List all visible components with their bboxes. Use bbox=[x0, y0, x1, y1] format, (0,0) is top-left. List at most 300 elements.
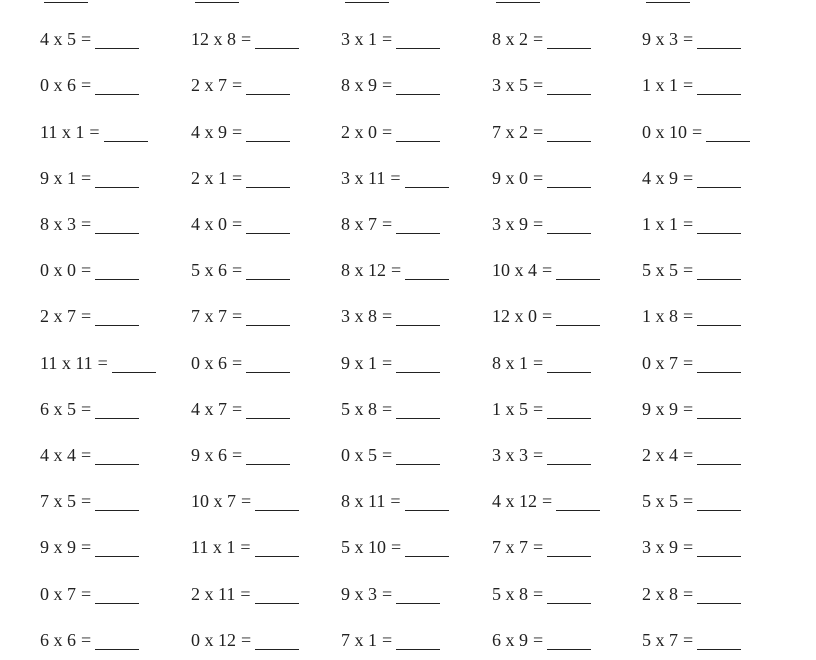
math-problem bbox=[492, 117, 591, 147]
equals-sign: = bbox=[81, 537, 92, 558]
problem-expression: 12 x 0 bbox=[492, 306, 537, 327]
math-problem bbox=[40, 255, 139, 285]
equals-sign: = bbox=[533, 583, 544, 604]
answer-blank[interactable] bbox=[246, 209, 290, 234]
math-problem bbox=[492, 440, 591, 470]
equals-sign: = bbox=[382, 629, 393, 650]
problem-row bbox=[0, 579, 816, 609]
math-problem bbox=[341, 163, 449, 193]
math-problem bbox=[642, 301, 741, 331]
math-problem bbox=[40, 394, 139, 424]
math-problem bbox=[492, 579, 591, 609]
answer-blank[interactable] bbox=[95, 440, 139, 465]
math-problem bbox=[191, 486, 299, 516]
equals-sign: = bbox=[382, 306, 393, 327]
problem-row bbox=[0, 440, 816, 470]
answer-blank[interactable] bbox=[246, 394, 290, 419]
problem-expression: 3 x 9 bbox=[642, 537, 678, 558]
problem-expression: 0 x 7 bbox=[642, 352, 678, 373]
math-problem bbox=[642, 209, 741, 239]
answer-blank[interactable] bbox=[646, 0, 690, 3]
equals-sign: = bbox=[390, 491, 401, 512]
problem-expression: 4 x 9 bbox=[191, 121, 227, 142]
equals-sign: = bbox=[97, 352, 108, 373]
problem-expression: 9 x 0 bbox=[492, 167, 528, 188]
equals-sign: = bbox=[683, 491, 694, 512]
math-problem bbox=[341, 440, 440, 470]
problem-row bbox=[0, 24, 816, 54]
math-problem bbox=[341, 486, 449, 516]
answer-blank[interactable] bbox=[547, 348, 591, 373]
equals-sign: = bbox=[232, 75, 243, 96]
answer-blank[interactable] bbox=[396, 394, 440, 419]
equals-sign: = bbox=[81, 491, 92, 512]
answer-blank[interactable] bbox=[95, 301, 139, 326]
problem-expression: 9 x 3 bbox=[642, 29, 678, 50]
equals-sign: = bbox=[683, 583, 694, 604]
equals-sign: = bbox=[81, 583, 92, 604]
answer-blank[interactable] bbox=[396, 348, 440, 373]
answer-blank[interactable] bbox=[697, 348, 741, 373]
math-problem bbox=[40, 24, 139, 54]
problem-expression: 5 x 10 bbox=[341, 537, 386, 558]
answer-blank[interactable] bbox=[697, 24, 741, 49]
problem-expression: 8 x 2 bbox=[492, 29, 528, 50]
equals-sign: = bbox=[241, 491, 252, 512]
problem-expression: 9 x 6 bbox=[191, 445, 227, 465]
equals-sign: = bbox=[683, 445, 694, 465]
math-problem bbox=[341, 532, 449, 562]
problem-row bbox=[0, 163, 816, 193]
problem-expression: 4 x 4 bbox=[40, 445, 76, 465]
equals-sign: = bbox=[81, 214, 92, 234]
answer-blank[interactable] bbox=[697, 532, 741, 557]
math-problem bbox=[40, 579, 139, 609]
equals-sign: = bbox=[533, 398, 544, 419]
math-problem bbox=[191, 0, 239, 8]
equals-sign: = bbox=[533, 167, 544, 188]
math-problem bbox=[341, 117, 440, 147]
equals-sign: = bbox=[240, 537, 251, 558]
answer-blank[interactable] bbox=[706, 117, 750, 142]
answer-blank[interactable] bbox=[95, 255, 139, 280]
math-problem bbox=[40, 117, 148, 147]
problem-expression: 4 x 5 bbox=[40, 29, 76, 50]
answer-blank[interactable] bbox=[547, 579, 591, 604]
answer-blank[interactable] bbox=[405, 163, 449, 188]
equals-sign: = bbox=[232, 260, 243, 281]
answer-blank[interactable] bbox=[396, 117, 440, 142]
math-problem bbox=[40, 486, 139, 516]
equals-sign: = bbox=[232, 214, 243, 234]
answer-blank[interactable] bbox=[496, 0, 540, 3]
answer-blank[interactable] bbox=[255, 486, 299, 511]
answer-blank[interactable] bbox=[547, 163, 591, 188]
answer-blank[interactable] bbox=[95, 532, 139, 557]
equals-sign: = bbox=[683, 260, 694, 281]
problem-expression: 5 x 5 bbox=[642, 260, 678, 281]
answer-blank[interactable] bbox=[246, 163, 290, 188]
equals-sign: = bbox=[533, 214, 544, 234]
problem-row bbox=[0, 486, 816, 516]
answer-blank[interactable] bbox=[396, 579, 440, 604]
answer-blank[interactable] bbox=[405, 255, 449, 280]
math-problem bbox=[341, 209, 440, 239]
problem-expression: 1 x 8 bbox=[642, 306, 678, 327]
problem-expression: 7 x 7 bbox=[492, 537, 528, 558]
answer-blank[interactable] bbox=[345, 0, 389, 3]
math-problem bbox=[191, 532, 299, 562]
problem-expression: 4 x 9 bbox=[642, 167, 678, 188]
answer-blank[interactable] bbox=[246, 70, 290, 95]
problem-expression: 7 x 2 bbox=[492, 121, 528, 142]
math-problem bbox=[191, 117, 290, 147]
answer-blank[interactable] bbox=[405, 532, 449, 557]
answer-blank[interactable] bbox=[396, 24, 440, 49]
equals-sign: = bbox=[533, 537, 544, 558]
equals-sign: = bbox=[542, 260, 553, 281]
equals-sign: = bbox=[683, 214, 694, 234]
problem-expression: 8 x 3 bbox=[40, 214, 76, 234]
math-problem bbox=[341, 24, 440, 54]
math-problem bbox=[40, 163, 139, 193]
math-problem bbox=[642, 70, 741, 100]
equals-sign: = bbox=[382, 583, 393, 604]
problem-expression: 8 x 11 bbox=[341, 491, 386, 512]
problem-expression: 7 x 7 bbox=[191, 306, 227, 327]
answer-blank[interactable] bbox=[195, 0, 239, 3]
answer-blank[interactable] bbox=[405, 486, 449, 511]
problem-row bbox=[0, 117, 816, 147]
math-problem bbox=[492, 486, 600, 516]
math-problem bbox=[191, 255, 290, 285]
answer-blank[interactable] bbox=[95, 70, 139, 95]
equals-sign: = bbox=[382, 29, 393, 50]
equals-sign: = bbox=[692, 121, 703, 142]
equals-sign: = bbox=[232, 121, 243, 142]
problem-expression: 4 x 0 bbox=[191, 214, 227, 234]
math-problem bbox=[642, 394, 741, 424]
math-problem bbox=[40, 625, 139, 655]
math-problem bbox=[492, 301, 600, 331]
math-problem bbox=[341, 255, 449, 285]
answer-blank[interactable] bbox=[95, 579, 139, 604]
answer-blank[interactable] bbox=[95, 625, 139, 650]
problem-expression: 8 x 7 bbox=[341, 214, 377, 234]
answer-blank[interactable] bbox=[547, 209, 591, 234]
equals-sign: = bbox=[89, 121, 100, 142]
problem-expression: 2 x 0 bbox=[341, 121, 377, 142]
problem-expression: 9 x 9 bbox=[642, 398, 678, 419]
math-problem bbox=[341, 348, 440, 378]
problem-expression: 10 x 7 bbox=[191, 491, 236, 512]
math-problem bbox=[642, 117, 750, 147]
problem-expression: 0 x 12 bbox=[191, 629, 236, 650]
equals-sign: = bbox=[232, 352, 243, 373]
math-problem bbox=[40, 532, 139, 562]
problem-expression: 9 x 3 bbox=[341, 583, 377, 604]
problem-expression: 2 x 11 bbox=[191, 583, 236, 604]
math-problem bbox=[191, 24, 299, 54]
answer-blank[interactable] bbox=[246, 440, 290, 465]
math-problem bbox=[191, 579, 299, 609]
math-problem bbox=[642, 486, 741, 516]
math-problem bbox=[642, 255, 741, 285]
math-problem bbox=[40, 0, 88, 8]
equals-sign: = bbox=[391, 260, 402, 281]
math-problem bbox=[191, 348, 290, 378]
equals-sign: = bbox=[542, 306, 553, 327]
problem-expression: 4 x 7 bbox=[191, 398, 227, 419]
math-problem bbox=[341, 0, 389, 8]
math-problem bbox=[40, 301, 139, 331]
math-problem bbox=[341, 70, 440, 100]
equals-sign: = bbox=[683, 29, 694, 50]
math-problem bbox=[341, 394, 440, 424]
problem-expression: 2 x 1 bbox=[191, 167, 227, 188]
math-problem bbox=[642, 348, 741, 378]
problem-expression: 6 x 6 bbox=[40, 629, 76, 650]
equals-sign: = bbox=[81, 306, 92, 327]
answer-blank[interactable] bbox=[547, 117, 591, 142]
problem-expression: 6 x 9 bbox=[492, 629, 528, 650]
equals-sign: = bbox=[232, 398, 243, 419]
equals-sign: = bbox=[391, 537, 402, 558]
problem-expression: 1 x 1 bbox=[642, 75, 678, 96]
answer-blank[interactable] bbox=[396, 70, 440, 95]
answer-blank[interactable] bbox=[104, 117, 148, 142]
answer-blank[interactable] bbox=[255, 579, 299, 604]
equals-sign: = bbox=[241, 629, 252, 650]
answer-blank[interactable] bbox=[697, 255, 741, 280]
math-problem bbox=[642, 24, 741, 54]
equals-sign: = bbox=[81, 260, 92, 281]
math-problem bbox=[642, 625, 741, 655]
math-problem bbox=[492, 255, 600, 285]
math-problem bbox=[191, 209, 290, 239]
problem-row bbox=[0, 394, 816, 424]
math-problem bbox=[191, 70, 290, 100]
math-problem bbox=[191, 625, 299, 655]
math-problem bbox=[642, 0, 690, 8]
equals-sign: = bbox=[683, 306, 694, 327]
answer-blank[interactable] bbox=[396, 440, 440, 465]
math-problem bbox=[492, 394, 591, 424]
problem-expression: 2 x 7 bbox=[191, 75, 227, 96]
equals-sign: = bbox=[533, 445, 544, 465]
equals-sign: = bbox=[382, 352, 393, 373]
answer-blank[interactable] bbox=[396, 625, 440, 650]
problem-expression: 9 x 1 bbox=[40, 167, 76, 188]
problem-expression: 10 x 4 bbox=[492, 260, 537, 281]
math-problem bbox=[341, 625, 440, 655]
math-problem bbox=[191, 163, 290, 193]
math-problem bbox=[40, 70, 139, 100]
problem-expression: 11 x 1 bbox=[40, 121, 85, 142]
problem-expression: 9 x 9 bbox=[40, 537, 76, 558]
equals-sign: = bbox=[533, 352, 544, 373]
answer-blank[interactable] bbox=[255, 24, 299, 49]
answer-blank[interactable] bbox=[697, 486, 741, 511]
problem-expression: 3 x 1 bbox=[341, 29, 377, 50]
problem-expression: 5 x 5 bbox=[642, 491, 678, 512]
answer-blank[interactable] bbox=[255, 625, 299, 650]
equals-sign: = bbox=[390, 167, 401, 188]
answer-blank[interactable] bbox=[547, 440, 591, 465]
equals-sign: = bbox=[382, 214, 393, 234]
answer-blank[interactable] bbox=[95, 394, 139, 419]
math-problem bbox=[642, 163, 741, 193]
problem-expression: 6 x 5 bbox=[40, 398, 76, 419]
equals-sign: = bbox=[683, 352, 694, 373]
answer-blank[interactable] bbox=[95, 486, 139, 511]
problem-row bbox=[0, 255, 816, 285]
math-problem bbox=[40, 348, 156, 378]
problem-expression: 2 x 7 bbox=[40, 306, 76, 327]
answer-blank[interactable] bbox=[697, 579, 741, 604]
math-problem bbox=[642, 579, 741, 609]
answer-blank[interactable] bbox=[697, 301, 741, 326]
problem-expression: 8 x 9 bbox=[341, 75, 377, 96]
equals-sign: = bbox=[533, 121, 544, 142]
equals-sign: = bbox=[81, 167, 92, 188]
problem-expression: 3 x 9 bbox=[492, 214, 528, 234]
math-problem bbox=[492, 70, 591, 100]
problem-expression: 5 x 8 bbox=[341, 398, 377, 419]
answer-blank[interactable] bbox=[396, 209, 440, 234]
problem-expression: 5 x 7 bbox=[642, 629, 678, 650]
problem-expression: 3 x 8 bbox=[341, 306, 377, 327]
answer-blank[interactable] bbox=[547, 24, 591, 49]
equals-sign: = bbox=[542, 491, 553, 512]
answer-blank[interactable] bbox=[697, 394, 741, 419]
problem-expression: 11 x 11 bbox=[40, 352, 93, 373]
equals-sign: = bbox=[533, 629, 544, 650]
equals-sign: = bbox=[533, 75, 544, 96]
answer-blank[interactable] bbox=[246, 301, 290, 326]
equals-sign: = bbox=[382, 445, 393, 465]
answer-blank[interactable] bbox=[547, 70, 591, 95]
answer-blank[interactable] bbox=[246, 255, 290, 280]
problem-expression: 0 x 5 bbox=[341, 445, 377, 465]
answer-blank[interactable] bbox=[112, 348, 156, 373]
problem-row bbox=[0, 348, 816, 378]
problem-expression: 2 x 8 bbox=[642, 583, 678, 604]
equals-sign: = bbox=[683, 537, 694, 558]
math-problem bbox=[40, 440, 139, 470]
problem-expression: 1 x 5 bbox=[492, 398, 528, 419]
math-problem bbox=[492, 625, 591, 655]
answer-blank[interactable] bbox=[697, 440, 741, 465]
problem-row bbox=[0, 301, 816, 331]
math-problem bbox=[191, 440, 290, 470]
equals-sign: = bbox=[232, 167, 243, 188]
equals-sign: = bbox=[533, 29, 544, 50]
equals-sign: = bbox=[81, 75, 92, 96]
problem-row bbox=[0, 625, 816, 655]
math-problem bbox=[40, 209, 139, 239]
equals-sign: = bbox=[683, 167, 694, 188]
problem-expression: 0 x 6 bbox=[191, 352, 227, 373]
math-problem bbox=[492, 209, 591, 239]
math-problem bbox=[642, 532, 741, 562]
answer-blank[interactable] bbox=[95, 24, 139, 49]
problem-expression: 8 x 12 bbox=[341, 260, 386, 281]
problem-expression: 3 x 5 bbox=[492, 75, 528, 96]
problem-expression: 5 x 6 bbox=[191, 260, 227, 281]
equals-sign: = bbox=[81, 398, 92, 419]
problem-expression: 2 x 4 bbox=[642, 445, 678, 465]
equals-sign: = bbox=[81, 629, 92, 650]
equals-sign: = bbox=[683, 629, 694, 650]
problem-expression: 3 x 11 bbox=[341, 167, 386, 188]
answer-blank[interactable] bbox=[697, 625, 741, 650]
problem-expression: 11 x 1 bbox=[191, 537, 236, 558]
answer-blank[interactable] bbox=[697, 163, 741, 188]
math-problem bbox=[492, 348, 591, 378]
math-problem bbox=[492, 0, 540, 8]
math-problem bbox=[341, 301, 440, 331]
problem-expression: 7 x 1 bbox=[341, 629, 377, 650]
math-problem bbox=[642, 440, 741, 470]
problem-expression: 12 x 8 bbox=[191, 29, 236, 50]
answer-blank[interactable] bbox=[556, 255, 600, 280]
equals-sign: = bbox=[81, 445, 92, 465]
equals-sign: = bbox=[382, 75, 393, 96]
math-problem bbox=[341, 579, 440, 609]
math-problem bbox=[492, 24, 591, 54]
answer-blank[interactable] bbox=[697, 70, 741, 95]
answer-blank[interactable] bbox=[246, 348, 290, 373]
equals-sign: = bbox=[382, 398, 393, 419]
answer-blank[interactable] bbox=[556, 301, 600, 326]
answer-blank[interactable] bbox=[95, 209, 139, 234]
answer-blank[interactable] bbox=[44, 0, 88, 3]
answer-blank[interactable] bbox=[547, 394, 591, 419]
equals-sign: = bbox=[683, 75, 694, 96]
equals-sign: = bbox=[382, 121, 393, 142]
problem-expression: 0 x 10 bbox=[642, 121, 687, 142]
equals-sign: = bbox=[241, 29, 252, 50]
math-problem bbox=[492, 163, 591, 193]
equals-sign: = bbox=[232, 306, 243, 327]
answer-blank[interactable] bbox=[255, 532, 299, 557]
math-problem bbox=[191, 301, 290, 331]
answer-blank[interactable] bbox=[556, 486, 600, 511]
answer-blank[interactable] bbox=[396, 301, 440, 326]
problem-expression: 4 x 12 bbox=[492, 491, 537, 512]
problem-expression: 1 x 1 bbox=[642, 214, 678, 234]
problem-expression: 7 x 5 bbox=[40, 491, 76, 512]
problem-row bbox=[0, 0, 816, 8]
answer-blank[interactable] bbox=[547, 532, 591, 557]
problem-expression: 0 x 6 bbox=[40, 75, 76, 96]
math-problem bbox=[492, 532, 591, 562]
problem-row bbox=[0, 70, 816, 100]
problem-expression: 0 x 0 bbox=[40, 260, 76, 281]
answer-blank[interactable] bbox=[246, 117, 290, 142]
problem-row bbox=[0, 532, 816, 562]
equals-sign: = bbox=[81, 29, 92, 50]
math-problem bbox=[191, 394, 290, 424]
equals-sign: = bbox=[232, 445, 243, 465]
problem-expression: 3 x 3 bbox=[492, 445, 528, 465]
answer-blank[interactable] bbox=[547, 625, 591, 650]
problem-row bbox=[0, 209, 816, 239]
answer-blank[interactable] bbox=[697, 209, 741, 234]
answer-blank[interactable] bbox=[95, 163, 139, 188]
problem-expression: 5 x 8 bbox=[492, 583, 528, 604]
